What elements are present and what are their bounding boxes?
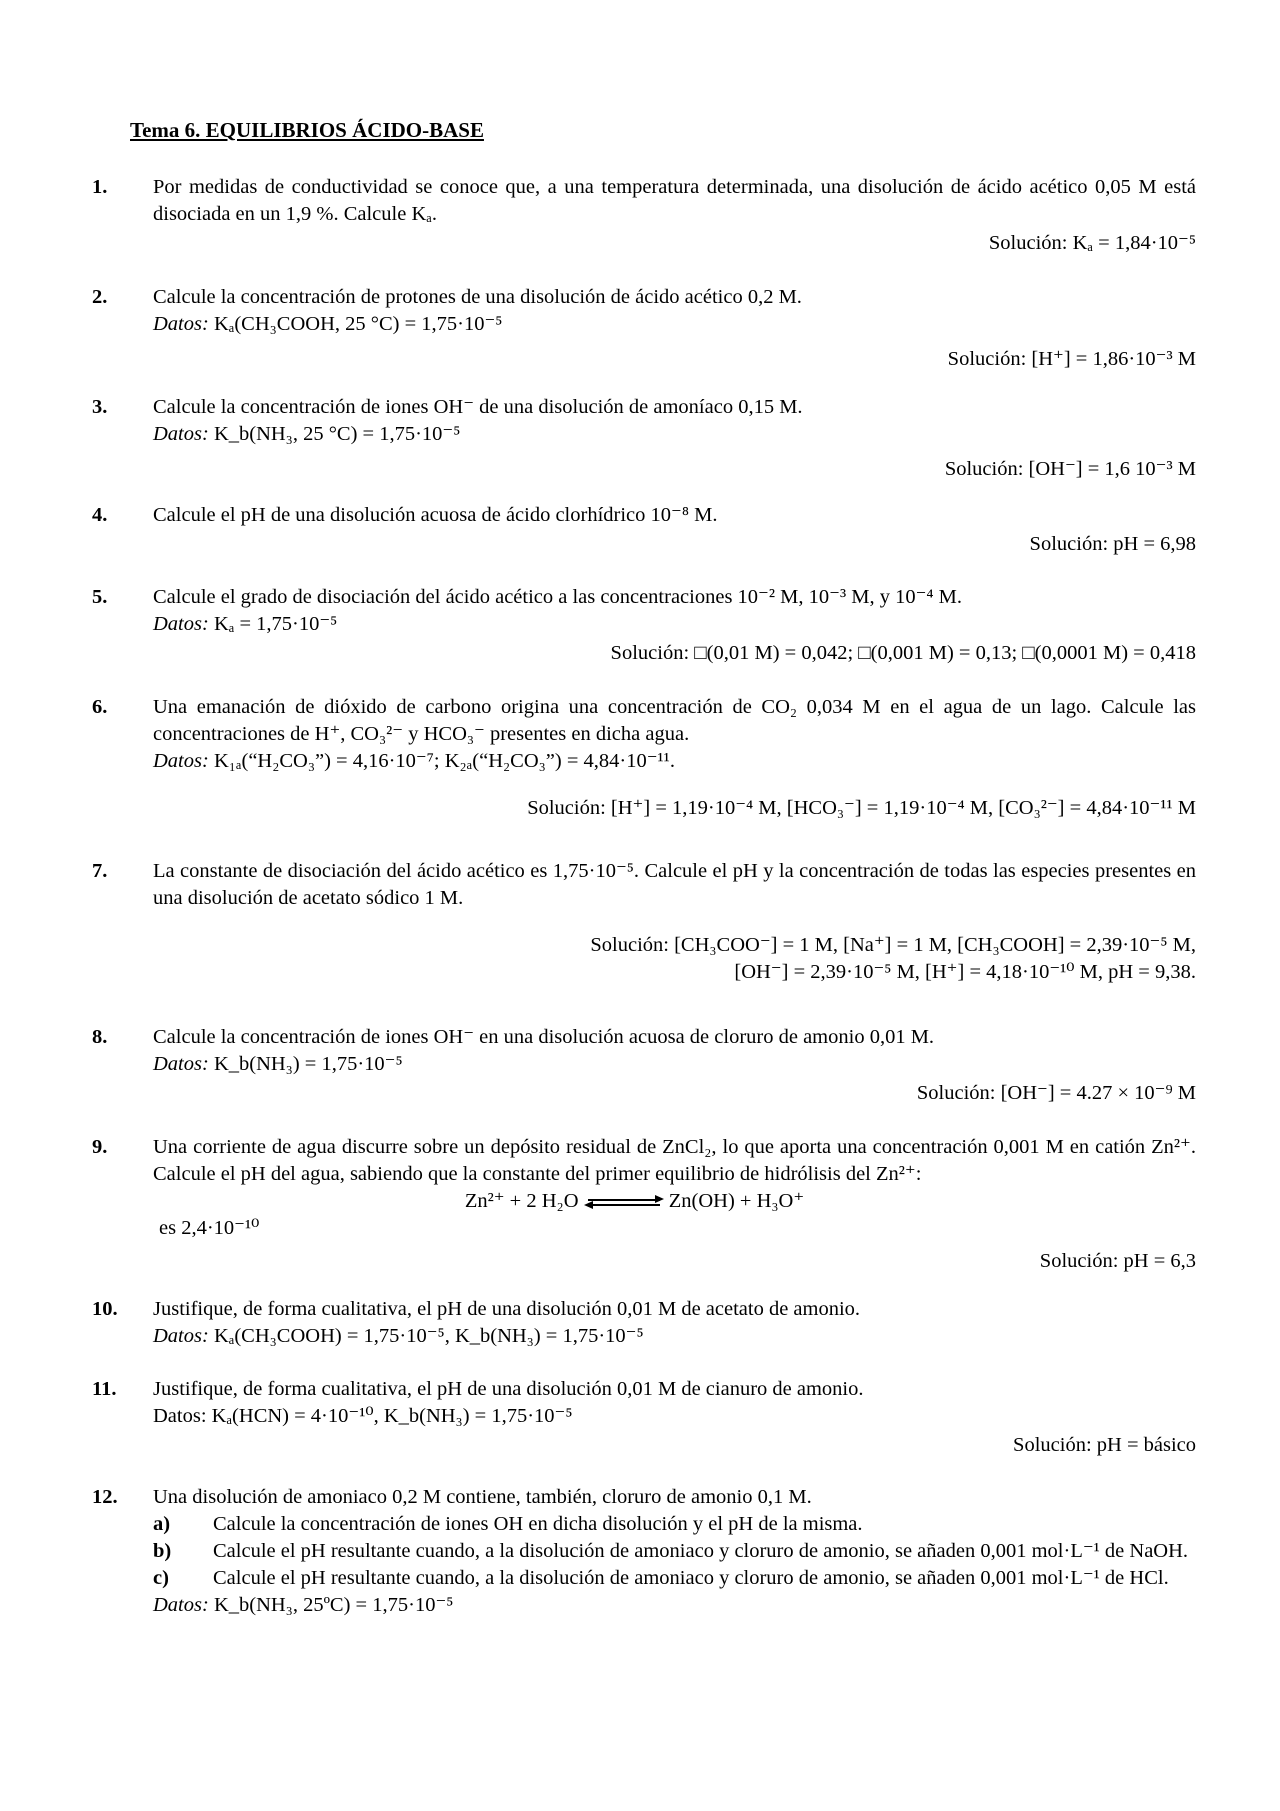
problem-8 <box>92 1024 1196 1107</box>
datos-value: K_b(NH₃, 25 °C) = 1,75·10⁻⁵ <box>213 423 461 445</box>
problem-text: Justifique, de forma cualitativa, el pH de una disolución 0,01 M de acetato de amonio. <box>153 1298 861 1320</box>
subquestion-label: a) <box>153 1513 171 1535</box>
solution: Solución: [H⁺] = 1,19·10⁻⁴ M, [HCO₃⁻] = 1,19·10⁻⁴ M, [CO₃²⁻] = 4,84·10⁻¹¹ M <box>527 797 1196 819</box>
problem-number: 5. <box>92 586 108 608</box>
problem-number: 1. <box>92 176 108 198</box>
subquestion-a <box>153 1511 1196 1538</box>
solution: Solución: pH = 6,3 <box>1039 1250 1196 1272</box>
problem-text: Una emanación de dióxido de carbono origina una concentración de CO₂ 0,034 M en el agua de un lago. Calcule las concentraciones de H⁺, CO₃²⁻ y HCO₃⁻ presentes en dicha agua. <box>153 696 1196 745</box>
datos-value: K_b(NH₃) = 1,75·10⁻⁵ <box>213 1053 403 1075</box>
datos-label: Datos: <box>153 750 209 772</box>
subquestion-label: c) <box>153 1567 169 1589</box>
solution: Solución: [OH⁻] = 4.27 × 10⁻⁹ M <box>916 1082 1196 1104</box>
problem-text: Calcule la concentración de protones de una disolución de ácido acético 0,2 M. <box>153 286 802 308</box>
solution-line-2: [OH⁻] = 2,39·10⁻⁵ M, [H⁺] = 4,18·10⁻¹⁰ M, pH = 9,38. <box>734 961 1196 983</box>
problem-12 <box>92 1484 1196 1619</box>
problem-text: Calcule la concentración de iones OH⁻ de una disolución de amoníaco 0,15 M. <box>153 396 803 418</box>
equation-left: Zn²⁺ + 2 H₂O <box>464 1190 579 1212</box>
datos-line <box>153 611 1196 638</box>
problem-number: 6. <box>92 696 108 718</box>
subquestion-text: Calcule el pH resultante cuando, a la disolución de amoniaco y cloruro de amonio, se añaden 0,001 mol·L⁻¹ de NaOH. <box>213 1540 1189 1562</box>
solution-line-1: Solución: [CH₃COO⁻] = 1 M, [Na⁺] = 1 M, [CH₃COOH] = 2,39·10⁻⁵ M, <box>590 934 1196 956</box>
datos-label: Datos: <box>153 1053 209 1075</box>
problem-number: 3. <box>92 396 108 418</box>
problem-text: La constante de disociación del ácido acético es 1,75·10⁻⁵. Calcule el pH y la concentración de todas las especies presentes en una disolución de acetato sódico 1 M. <box>153 860 1196 909</box>
page-title: Tema 6. EQUILIBRIOS ÁCIDO-BASE <box>130 118 484 142</box>
datos-line <box>153 1592 1196 1619</box>
problem-6 <box>92 694 1196 822</box>
problem-2 <box>92 284 1196 373</box>
datos-label: Datos: <box>153 1325 209 1347</box>
datos-value: K₁ₐ(“H₂CO₃”) = 4,16·10⁻⁷; K₂ₐ(“H₂CO₃”) = 4,84·10⁻¹¹. <box>213 750 675 772</box>
problem-10 <box>92 1296 1196 1350</box>
problem-text: Calcule el grado de disociación del ácido acético a las concentraciones 10⁻² M, 10⁻³ M, y 10⁻⁴ M. <box>153 586 963 608</box>
problem-text: Calcule el pH de una disolución acuosa de ácido clorhídrico 10⁻⁸ M. <box>153 504 718 526</box>
problem-number: 12. <box>92 1486 118 1508</box>
subquestion-c <box>153 1565 1196 1592</box>
problem-7 <box>92 858 1196 986</box>
problem-number: 8. <box>92 1026 108 1048</box>
problem-number: 10. <box>92 1298 118 1320</box>
datos-line <box>153 1051 1196 1078</box>
solution: Solución: pH = básico <box>1013 1434 1196 1456</box>
equilibrium-constant: es 2,4·10⁻¹⁰ <box>159 1217 260 1239</box>
solution: Solución: pH = 6,98 <box>1029 533 1196 555</box>
equilibrium-arrow-icon <box>584 1196 664 1208</box>
problem-text: Por medidas de conductividad se conoce que, a una temperatura determinada, una disolución de ácido acético 0,05 M está disociada en un 1,9 %. Calcule Kₐ. <box>153 176 1196 225</box>
problem-text: Justifique, de forma cualitativa, el pH de una disolución 0,01 M de cianuro de amonio. <box>153 1378 864 1400</box>
datos-label: Datos: <box>153 423 209 445</box>
problem-number: 4. <box>92 504 108 526</box>
solution: Solución: [OH⁻] = 1,6 10⁻³ M <box>944 458 1196 480</box>
solution: Solución: □(0,01 M) = 0,042; □(0,001 M) = 0,13; □(0,0001 M) = 0,418 <box>610 642 1196 664</box>
problem-5 <box>92 584 1196 667</box>
subquestion-b <box>153 1538 1196 1565</box>
datos-line <box>153 421 1196 448</box>
datos-label: Datos: <box>153 1594 209 1616</box>
datos-line <box>153 748 1196 775</box>
datos-value: K_b(NH₃, 25ºC) = 1,75·10⁻⁵ <box>213 1594 454 1616</box>
datos-line <box>153 311 1196 338</box>
problem-number: 11. <box>92 1378 117 1400</box>
problem-text: Calcule la concentración de iones OH⁻ en una disolución acuosa de cloruro de amonio 0,01 M. <box>153 1026 935 1048</box>
problem-number: 2. <box>92 286 108 308</box>
subquestion-text: Calcule el pH resultante cuando, a la disolución de amoniaco y cloruro de amonio, se añaden 0,001 mol·L⁻¹ de HCl. <box>213 1567 1169 1589</box>
problem-9 <box>92 1134 1196 1275</box>
datos-label: Datos: <box>153 613 209 635</box>
solution: Solución: Kₐ = 1,84·10⁻⁵ <box>988 232 1196 254</box>
problem-3 <box>92 394 1196 483</box>
hydrolysis-equation <box>73 1188 1196 1215</box>
equation-right: Zn(OH) + H₃O⁺ <box>668 1190 805 1212</box>
datos-value: Kₐ(CH₃COOH, 25 °C) = 1,75·10⁻⁵ <box>213 313 503 335</box>
datos-label: Datos: <box>153 313 209 335</box>
solution: Solución: [H⁺] = 1,86·10⁻³ M <box>947 348 1196 370</box>
datos-line <box>153 1323 1196 1350</box>
datos-value: Kₐ(CH₃COOH) = 1,75·10⁻⁵, K_b(NH₃) = 1,75·10⁻⁵ <box>213 1325 644 1347</box>
problem-4 <box>92 502 1196 558</box>
problem-number: 9. <box>92 1136 108 1158</box>
datos-value: Kₐ = 1,75·10⁻⁵ <box>213 613 338 635</box>
subquestion-label: b) <box>153 1540 172 1562</box>
problem-1 <box>92 174 1196 257</box>
problem-text: Una corriente de agua discurre sobre un depósito residual de ZnCl₂, lo que aporta una concentración 0,001 M en catión Zn²⁺. Calcule el pH del agua, sabiendo que la constante del primer equilibrio de hidrólisis del Zn²⁺: <box>153 1136 1196 1185</box>
problem-text: Una disolución de amoniaco 0,2 M contiene, también, cloruro de amonio 0,1 M. <box>153 1486 812 1508</box>
datos-line: Datos: Kₐ(HCN) = 4·10⁻¹⁰, K_b(NH₃) = 1,75·10⁻⁵ <box>153 1405 573 1427</box>
problem-11 <box>92 1376 1196 1459</box>
problem-number: 7. <box>92 860 108 882</box>
subquestion-text: Calcule la concentración de iones OH en dicha disolución y el pH de la misma. <box>213 1513 863 1535</box>
